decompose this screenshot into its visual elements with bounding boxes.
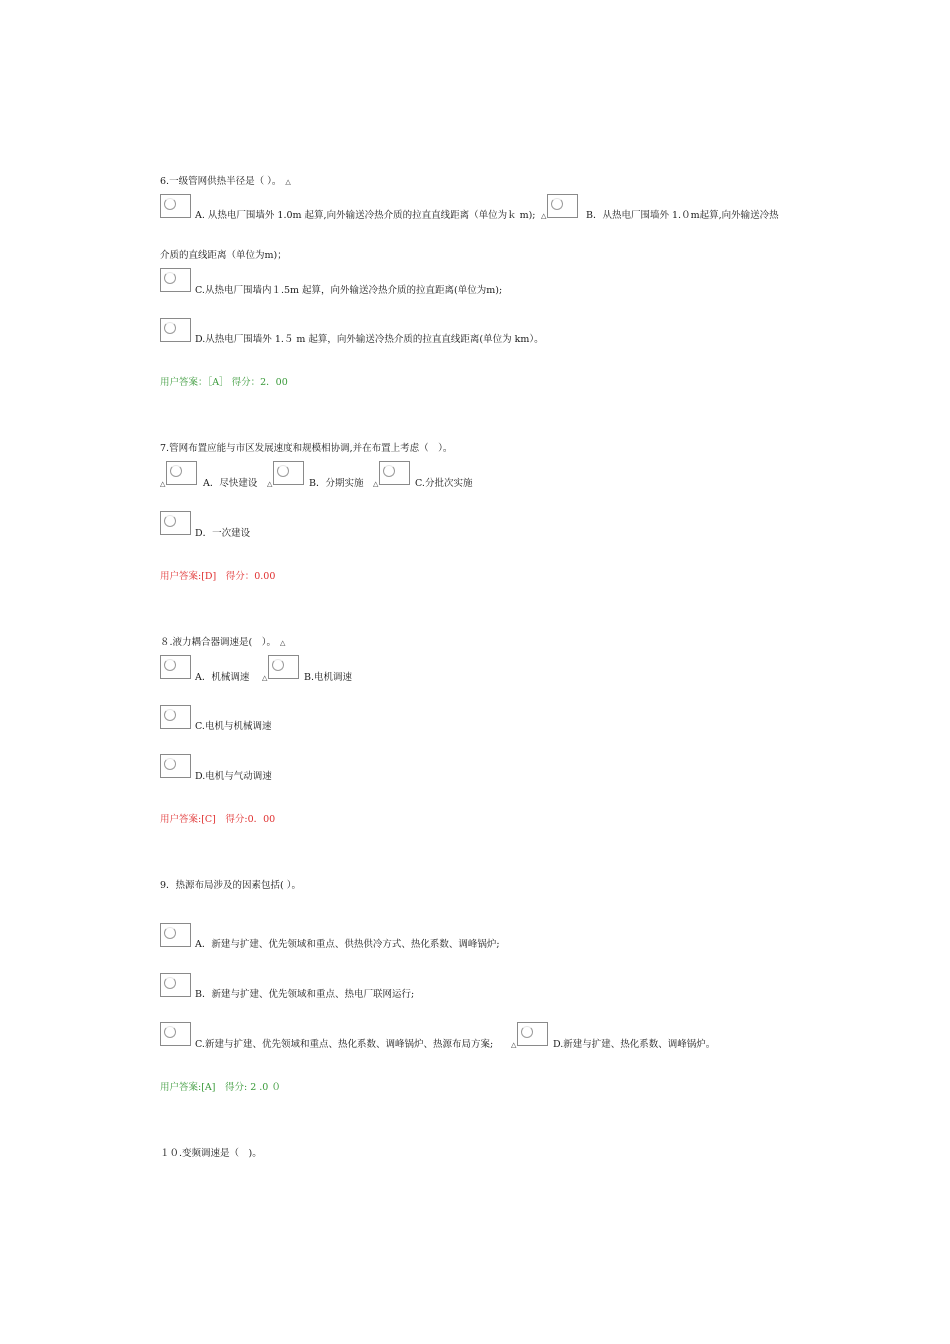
spinner-icon — [170, 465, 182, 477]
spinner-icon — [164, 758, 176, 770]
q9-option-a-checkbox[interactable] — [160, 923, 191, 947]
marker-icon: △ — [285, 178, 291, 186]
marker-icon: △ — [373, 480, 379, 488]
q9-option-c-label: C.新建与扩建、优先领域和重点、热化系数、调峰锅炉、热源布局方案; — [195, 1039, 494, 1050]
q9-user-answer: 用户答案:[A] 得分: 2 .0 ０ — [160, 1082, 281, 1093]
q7-option-a-checkbox[interactable] — [166, 461, 197, 485]
q9-option-b-checkbox[interactable] — [160, 973, 191, 997]
q8-option-b-checkbox[interactable] — [268, 655, 299, 679]
question-8-stem: ８.液力耦合器调速是( ）。 △ — [160, 637, 286, 648]
spinner-icon — [164, 709, 176, 721]
q7-option-b-label: B．分期实施 — [309, 478, 364, 489]
question-7-stem: 7.管网布置应能与市区发展速度和规模相协调,并在布置上考虑（ ）。 — [160, 443, 453, 454]
spinner-icon — [164, 977, 176, 989]
spinner-icon — [164, 322, 176, 334]
spinner-icon — [272, 659, 284, 671]
spinner-icon — [277, 465, 289, 477]
spinner-icon — [521, 1026, 533, 1038]
marker-icon: △ — [511, 1041, 517, 1049]
marker-icon: △ — [267, 480, 273, 488]
q8-option-c-label: C.电机与机械调速 — [195, 721, 272, 732]
q7-option-d-label: D．一次建设 — [195, 528, 251, 539]
q8-option-b-label: B.电机调速 — [304, 672, 353, 683]
q7-option-a-label: A．尽快建设 — [203, 478, 258, 489]
spinner-icon — [383, 465, 395, 477]
q8-option-a-label: A．机械调速 — [195, 672, 250, 683]
q7-option-b-checkbox[interactable] — [273, 461, 304, 485]
marker-icon: △ — [160, 480, 166, 488]
spinner-icon — [164, 927, 176, 939]
q7-option-c-label: C.分批次实施 — [415, 478, 473, 489]
q7-option-d-checkbox[interactable] — [160, 511, 191, 535]
q9-option-b-label: B．新建与扩建、优先领域和重点、热电厂联网运行; — [195, 989, 415, 1000]
q6-option-b-checkbox[interactable] — [547, 194, 578, 218]
question-6-stem: 6.一级管网供热半径是（ ）。 △ — [160, 176, 291, 187]
marker-icon: △ — [541, 212, 547, 220]
q7-user-answer: 用户答案:[D] 得分：0.00 — [160, 571, 276, 582]
q9-option-a-label: A．新建与扩建、优先领域和重点、供热供冷方式、热化系数、调峰锅炉; — [195, 939, 500, 950]
q6-user-answer: 用户答案：［A］ 得分：2．00 — [160, 377, 288, 388]
spinner-icon — [551, 198, 563, 210]
q6-option-a-checkbox[interactable] — [160, 194, 191, 218]
q6-option-b-label: B．从热电厂围墙外 1.０m起算,向外输送冷热 — [586, 210, 779, 221]
q7-option-c-checkbox[interactable] — [379, 461, 410, 485]
q8-user-answer: 用户答案:[C] 得分:0．00 — [160, 814, 276, 825]
q8-option-a-checkbox[interactable] — [160, 655, 191, 679]
marker-icon: △ — [262, 674, 268, 682]
spinner-icon — [164, 198, 176, 210]
q6-option-d-label: D.从热电厂围墙外 1.５ m 起算，向外输送冷热介质的拉直直线距离(单位为 km）。 — [195, 334, 544, 345]
q6-option-d-checkbox[interactable] — [160, 318, 191, 342]
q6-option-a-label: A. 从热电厂围墙外 1.0m 起算,向外输送冷热介质的拉直直线距离（单位为ｋ m); — [195, 210, 536, 221]
q6-option-b-label-continued: 介质的直线距离（单位为m)； — [160, 250, 287, 261]
question-9-stem: 9．热源布局涉及的因素包括( ）。 — [160, 880, 302, 891]
spinner-icon — [164, 515, 176, 527]
q6-option-c-checkbox[interactable] — [160, 268, 191, 292]
spinner-icon — [164, 1026, 176, 1038]
q8-option-d-label: D.电机与气动调速 — [195, 771, 272, 782]
spinner-icon — [164, 272, 176, 284]
spinner-icon — [164, 659, 176, 671]
q8-option-d-checkbox[interactable] — [160, 754, 191, 778]
q9-option-d-label: D.新建与扩建、热化系数、调峰锅炉。 — [553, 1039, 716, 1050]
q9-option-d-checkbox[interactable] — [517, 1022, 548, 1046]
q6-option-c-label: C.从热电厂围墙内１.5m 起算，向外输送冷热介质的拉直距离(单位为m); — [195, 285, 503, 296]
marker-icon: △ — [279, 639, 286, 647]
q8-option-c-checkbox[interactable] — [160, 705, 191, 729]
question-10-stem: １０.变频调速是（ )。 — [160, 1148, 262, 1159]
q9-option-c-checkbox[interactable] — [160, 1022, 191, 1046]
